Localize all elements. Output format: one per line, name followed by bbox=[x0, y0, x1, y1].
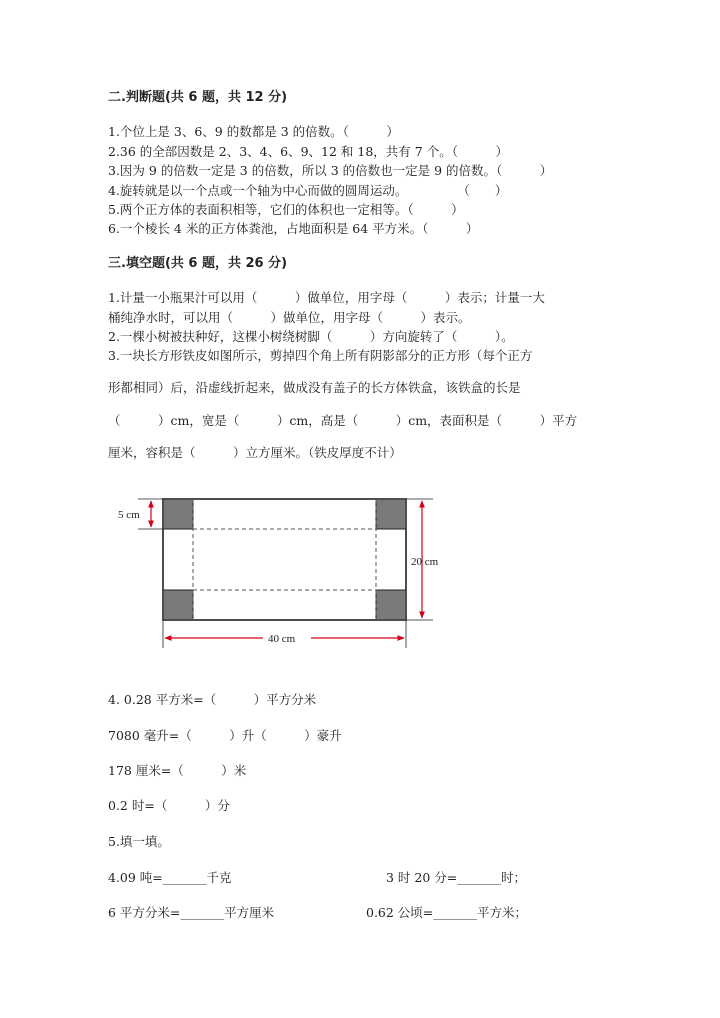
judgment-question-4: 4.旋转就是以一个点或一个轴为中心而做的圆周运动。 （ ） bbox=[108, 183, 508, 198]
judgment-question-6: 6.一个棱长 4 米的正方体粪池，占地面积是 64 平方米。（ ） bbox=[108, 221, 479, 236]
fill-question-1-line-1: 1.计量一小瓶果汁可以用（ ）做单位，用字母（ ）表示；计量一大 bbox=[108, 290, 545, 305]
section-3-title: 三.填空题(共 6 题，共 26 分) bbox=[108, 256, 288, 271]
fill-question-5-item-1: 4.09 吨=_______千克 bbox=[108, 870, 232, 885]
fill-question-4-b: 7080 毫升=（ ）升（ ）豪升 bbox=[108, 728, 342, 743]
fill-question-3-line-3: （ ）cm，宽是（ ）cm，高是（ ）cm，表面积是（ ）平方 bbox=[108, 413, 578, 428]
fill-question-5-item-4: 0.62 公顷=_______平方米； bbox=[366, 905, 528, 920]
fill-question-5-title: 5.填一填。 bbox=[108, 834, 170, 849]
side-dimension-label: 5 cm bbox=[118, 509, 140, 521]
tin-sheet-diagram bbox=[108, 488, 468, 653]
fill-question-2: 2.一棵小树被扶种好，这棵小树绕树脚（ ）方向旋转了（ ）。 bbox=[108, 329, 514, 344]
length-dimension-label: 40 cm bbox=[268, 633, 296, 645]
fill-question-4-c: 178 厘米=（ ）米 bbox=[108, 763, 247, 778]
fill-question-4-a: 4. 0.28 平方米=（ ）平方分米 bbox=[108, 692, 317, 707]
tin-sheet-figure bbox=[108, 488, 468, 657]
judgment-question-2: 2.36 的全部因数是 2、3、4、6、9、12 和 18，共有 7 个。（ ） bbox=[108, 144, 508, 159]
corner-square-bottom-right bbox=[376, 590, 406, 620]
corner-square-top-right bbox=[376, 499, 406, 529]
corner-square-top-left bbox=[163, 499, 193, 529]
fill-question-1-line-2: 桶纯净水时，可以用（ ）做单位，用字母（ ）表示。 bbox=[108, 310, 471, 325]
fill-question-4-d: 0.2 时=（ ）分 bbox=[108, 798, 230, 813]
judgment-question-5: 5.两个正方体的表面积相等，它们的体积也一定相等。（ ） bbox=[108, 202, 464, 217]
fill-question-5-item-3: 6 平方分米=_______平方厘米 bbox=[108, 905, 275, 920]
section-2-title: 二.判断题(共 6 题，共 12 分) bbox=[108, 90, 288, 105]
fold-lines bbox=[193, 499, 376, 620]
sheet-outline bbox=[163, 499, 406, 620]
judgment-question-3: 3.因为 9 的倍数一定是 3 的倍数，所以 3 的倍数也一定是 9 的倍数。（ ） bbox=[108, 163, 553, 178]
fill-question-5-item-2: 3 时 20 分=_______时； bbox=[386, 870, 527, 885]
judgment-question-1: 1.个位上是 3、6、9 的数都是 3 的倍数。（ ） bbox=[108, 124, 399, 139]
fill-question-3-line-2: 形都相同）后，沿虚线折起来，做成没有盖子的长方体铁盒，该铁盒的长是 bbox=[108, 380, 521, 395]
height-dimension-label: 20 cm bbox=[411, 556, 439, 568]
corner-square-bottom-left bbox=[163, 590, 193, 620]
fill-question-3-line-1: 3.一块长方形铁皮如图所示，剪掉四个角上所有阴影部分的正方形（每个正方 bbox=[108, 348, 533, 363]
fill-question-3-line-4: 厘米，容积是（ ）立方厘米。（铁皮厚度不计） bbox=[108, 445, 402, 460]
